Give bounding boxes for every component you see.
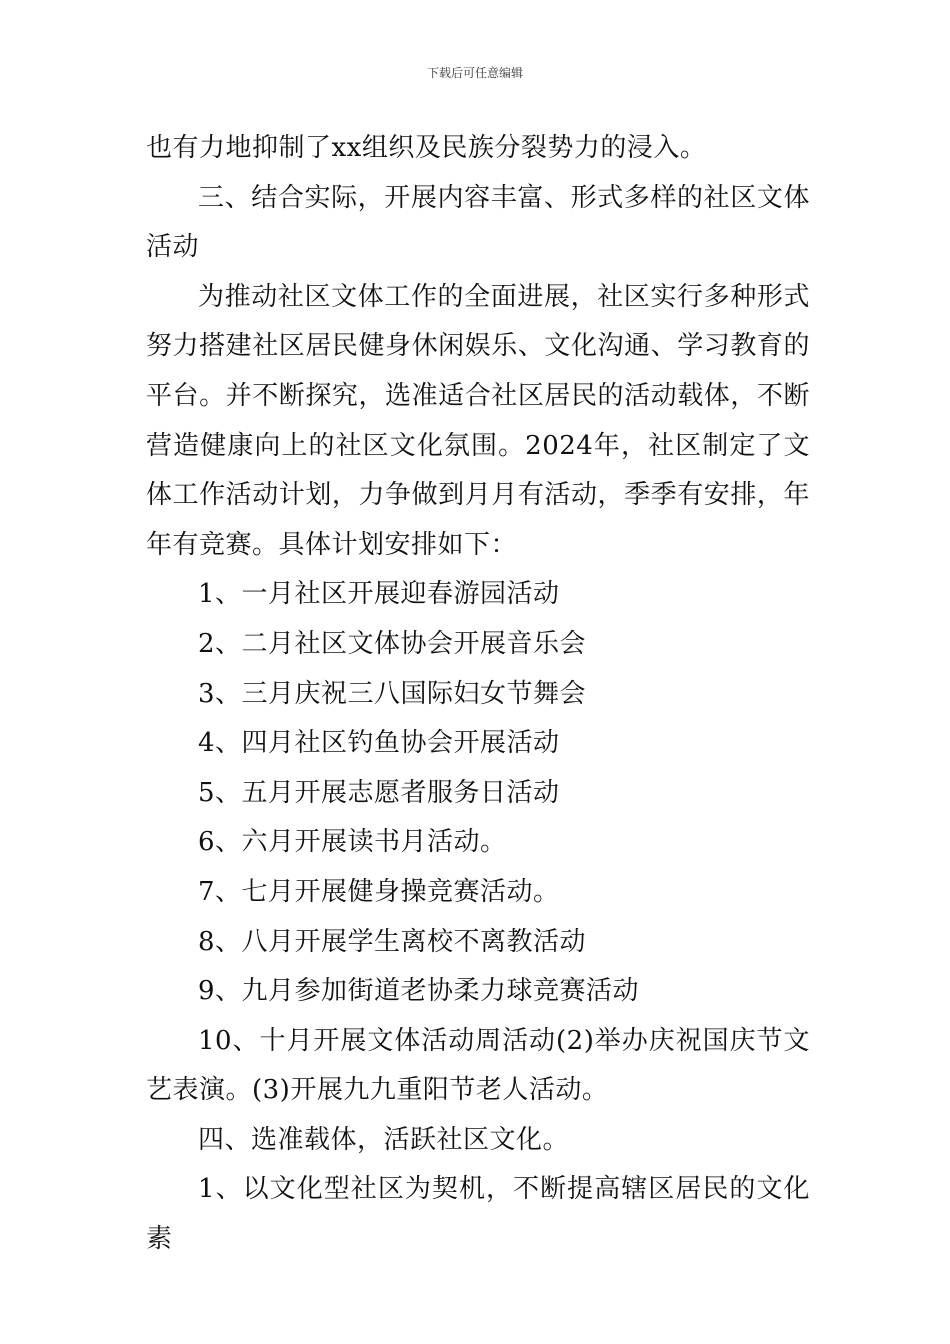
document-body [146, 124, 810, 1265]
list-item: 5、五月开展志愿者服务日活动 [198, 777, 560, 808]
list-item: 6、六月开展读书月活动。 [198, 827, 507, 858]
list-item: 7、七月开展健身操竞赛活动。 [198, 876, 560, 907]
page-header: 下载后可任意编辑 [426, 66, 523, 80]
list-item: 4、四月社区钓鱼协会开展活动 [198, 728, 560, 759]
list-item: 1、以文化型社区为契机，不断提高辖区居民的文化素 [146, 1174, 810, 1255]
list-item: 8、八月开展学生离校不离教活动 [198, 926, 587, 957]
list-item: 1、一月社区开展迎春游园活动 [198, 579, 560, 610]
list-item: 3、三月庆祝三八国际妇女节舞会 [198, 678, 587, 709]
paragraph: 也有力地抑制了xx组织及民族分裂势力的浸入。 [146, 133, 707, 163]
section-heading: 三、结合实际，开展内容丰富、形式多样的社区文体活动 [146, 182, 810, 263]
list-item: 2、二月社区文体协会开展音乐会 [198, 628, 587, 659]
section-heading: 四、选准载体，活跃社区文化。 [198, 1124, 570, 1155]
paragraph: 为推动社区文体工作的全面进展，社区实行多种形式努力搭建社区居民健身休闲娱乐、文化沟通、学习教育的平台。并不断探究，选准适合社区居民的活动载体，不断营造健康向上的社区文化氛围。2024年，社区制定了文体工作活动计划，力争做到月月有活动，季季有安排，年年有竞赛。具体计划安排如下： [146, 281, 810, 560]
list-item: 10、十月开展文体活动周活动(2)举办庆祝国庆节文艺表演。(3)开展九九重阳节老人活动。 [146, 1025, 810, 1106]
list-item: 9、九月参加街道老协柔力球竞赛活动 [198, 976, 640, 1007]
